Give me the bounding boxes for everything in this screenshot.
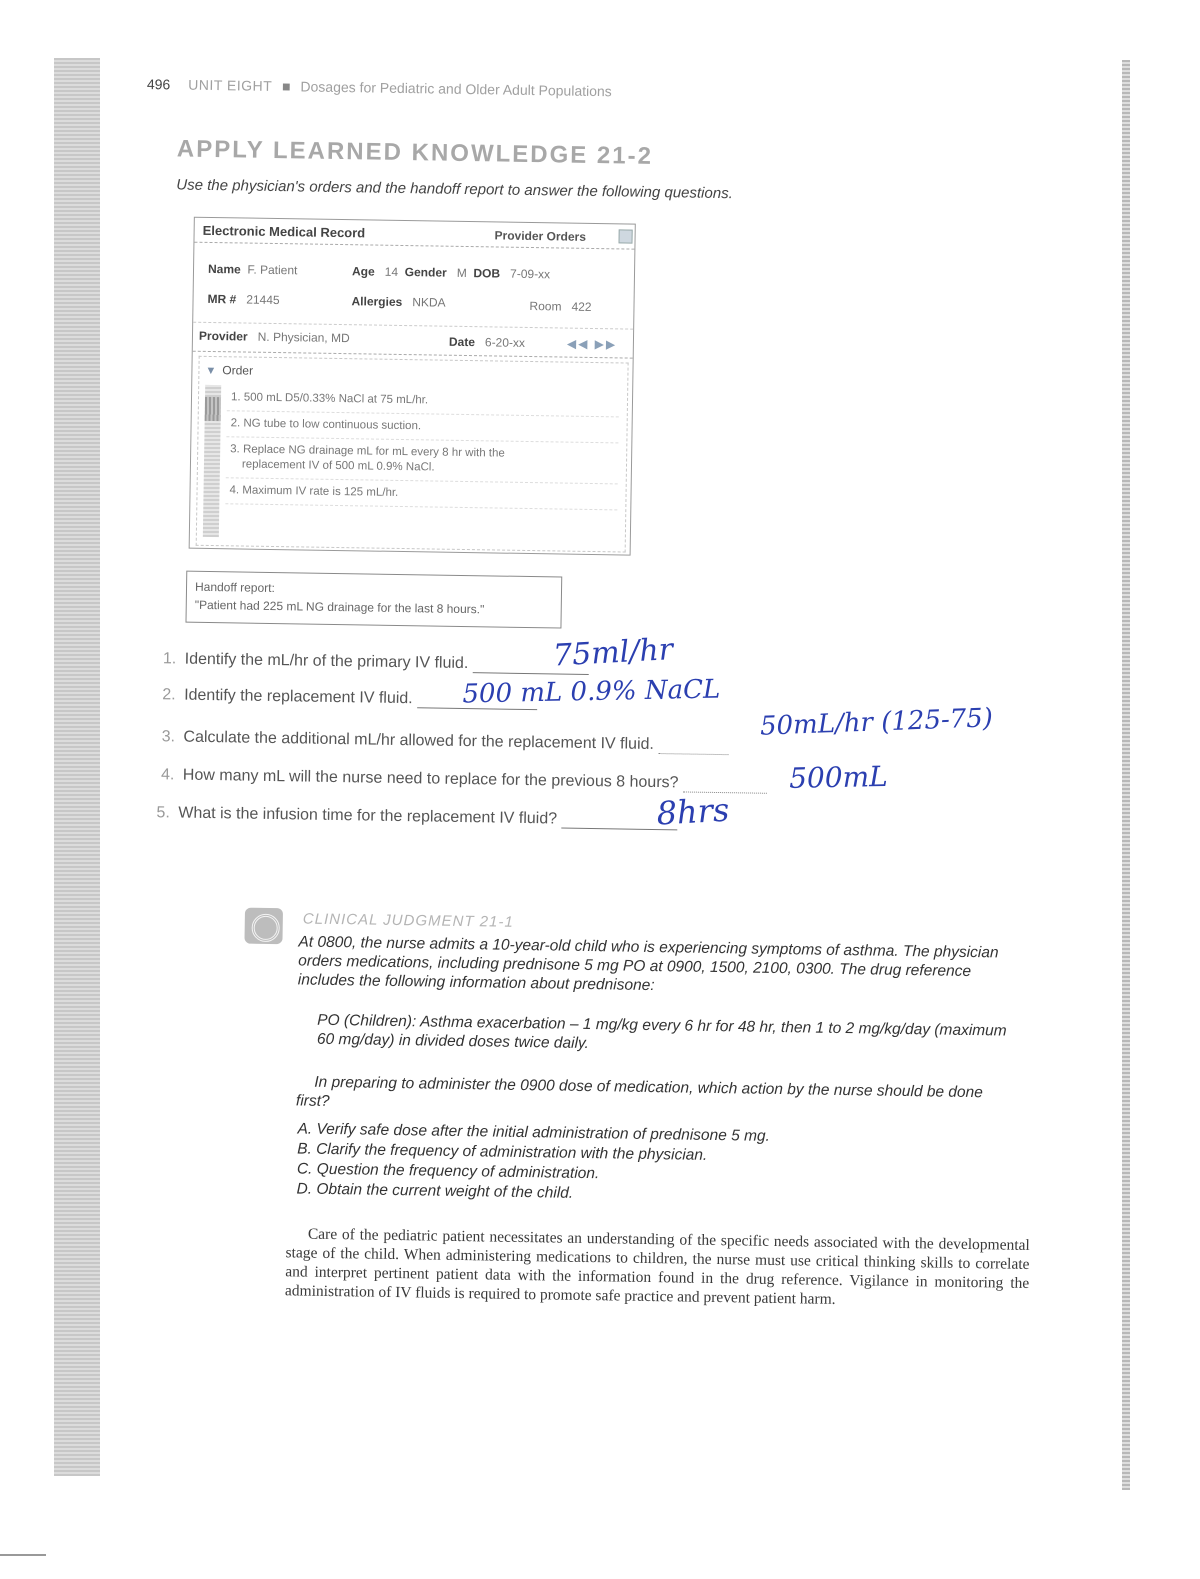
question-number: 2. bbox=[162, 686, 176, 704]
question-4 bbox=[161, 766, 767, 794]
order-heading-label: Order bbox=[222, 363, 254, 378]
handwritten-answer-3: 50mL/hr (125-75) bbox=[759, 703, 994, 742]
order-item-text: 2. NG tube to low continuous suction. bbox=[230, 417, 422, 433]
option-c[interactable]: C. Question the frequency of administration. bbox=[296, 1160, 600, 1183]
handoff-quote: "Patient had 225 mL NG drainage for the last 8 hours." bbox=[194, 597, 485, 617]
age-label: Age bbox=[351, 264, 375, 279]
question-text: How many mL will the nurse need to replace for the previous 8 hours? bbox=[182, 766, 679, 792]
date-value: 6-20-xx bbox=[484, 335, 526, 350]
mr-label: MR # bbox=[207, 291, 237, 307]
gender-label: Gender bbox=[404, 265, 447, 280]
order-item-text: 1. 500 mL D5/0.33% NaCl at 75 mL/hr. bbox=[230, 391, 429, 407]
question-1 bbox=[163, 650, 589, 675]
clinical-judgment-icon bbox=[244, 908, 283, 945]
name-label: Name bbox=[207, 261, 241, 277]
handoff-label: Handoff report: bbox=[194, 579, 275, 596]
handwritten-answer-1: 75ml/hr bbox=[552, 632, 674, 674]
room-value: 422 bbox=[571, 299, 592, 314]
unit-label: UNIT EIGHT bbox=[188, 76, 273, 94]
allergies-value: NKDA bbox=[412, 295, 446, 310]
order-item bbox=[226, 437, 619, 484]
question-text: What is the infusion time for the replacement IV fluid? bbox=[178, 804, 558, 828]
question-number: 1. bbox=[162, 650, 177, 668]
question-3 bbox=[162, 728, 729, 755]
room-label: Room bbox=[529, 298, 562, 314]
age-value: 14 bbox=[384, 264, 399, 279]
gender-value: M bbox=[456, 265, 467, 280]
question-text: Identify the replacement IV fluid. bbox=[184, 686, 413, 708]
order-panel bbox=[196, 356, 629, 553]
question-number: 5. bbox=[156, 804, 170, 822]
emr-title: Electronic Medical Record bbox=[202, 222, 366, 241]
order-item-text: 3. Replace NG drainage mL for mL every 8 hr with the bbox=[230, 443, 505, 460]
handwritten-answer-5: 8hrs bbox=[655, 790, 731, 833]
date-field bbox=[449, 335, 525, 350]
section-title: APPLY LEARNED KNOWLEDGE 21-2 bbox=[176, 135, 654, 170]
order-heading[interactable] bbox=[205, 363, 253, 378]
clinical-question: In preparing to administer the 0900 dose of medication, which action by the nurse should be done first? bbox=[295, 1073, 983, 1110]
allergies-label: Allergies bbox=[351, 294, 403, 309]
allergies-field bbox=[351, 294, 445, 309]
clinical-intro: At 0800, the nurse admits a 10-year-old child who is experiencing symptoms of asthma. The physician orders medications, including prednisone 5 mg PO at 0900, 1500, 2100, 0300. The drug reference includes the following information about prednisone: bbox=[297, 933, 999, 995]
chapter-subtitle: Dosages for Pediatric and Older Adult Populations bbox=[300, 78, 612, 100]
answer-blank[interactable] bbox=[658, 753, 728, 755]
provider-value: N. Physician, MD bbox=[257, 329, 350, 346]
mr-field bbox=[207, 292, 279, 307]
dob-label: DOB bbox=[473, 266, 501, 281]
dob-value: 7-09-xx bbox=[510, 266, 551, 282]
provider-row bbox=[193, 322, 633, 359]
order-item-text: 4. Maximum IV rate is 125 mL/hr. bbox=[229, 484, 399, 499]
room-field bbox=[529, 299, 591, 314]
scroll-thumb[interactable] bbox=[205, 397, 221, 421]
emr-panel bbox=[189, 217, 636, 556]
mr-value: 21445 bbox=[246, 292, 280, 308]
question-number: 4. bbox=[160, 766, 175, 784]
question-text: Identify the mL/hr of the primary IV fluid. bbox=[184, 650, 469, 673]
age-field bbox=[352, 264, 550, 281]
order-item-continuation: replacement IV of 500 mL 0.9% NaCl. bbox=[241, 458, 435, 474]
date-label: Date bbox=[448, 334, 476, 350]
name-value: F. Patient bbox=[247, 262, 298, 278]
clinical-judgment-title: CLINICAL JUDGMENT 21-1 bbox=[302, 910, 514, 931]
page-number: 496 bbox=[146, 75, 171, 93]
handoff-report-box bbox=[185, 571, 562, 629]
instructions: Use the physician's orders and the handoff report to answer the following questions. bbox=[176, 176, 733, 203]
handwritten-answer-4: 500mL bbox=[788, 759, 889, 795]
option-d[interactable]: D. Obtain the current weight of the child. bbox=[296, 1180, 574, 1202]
running-header bbox=[147, 76, 612, 99]
question-number: 3. bbox=[161, 728, 176, 746]
question-text: Calculate the additional mL/hr allowed for the replacement IV fluid. bbox=[183, 728, 655, 753]
option-a[interactable]: A. Verify safe dose after the initial administration of prednisone 5 mg. bbox=[297, 1120, 771, 1145]
drug-reference-info: PO (Children): Asthma exacerbation – 1 mg/kg every 6 hr for 48 hr, then 1 to 2 mg/kg/day (maximum 60 mg/day) in divided doses twice daily. bbox=[316, 1011, 1007, 1053]
provider-orders-tab[interactable]: Provider Orders bbox=[494, 228, 587, 244]
provider-label: Provider bbox=[198, 328, 248, 344]
chevron-down-icon: ▼ bbox=[205, 364, 217, 378]
name-field bbox=[208, 262, 298, 277]
closing-paragraph: Care of the pediatric patient necessitates an understanding of the specific needs associated with the developmental stage of the child. When administering medications to children, the nurse must use critical thinking skills to correlate and interpret pertinent patient data with the information found in the drug reference. Vigilance in monitoring the administration of IV fluids is required to promote safe practice and prevent patient harm. bbox=[284, 1225, 1030, 1308]
option-b[interactable]: B. Clarify the frequency of administration with the physician. bbox=[297, 1140, 708, 1164]
order-list bbox=[225, 385, 619, 510]
question-5 bbox=[156, 804, 677, 830]
handwritten-answer-2: 500 mL 0.9% NaCL bbox=[462, 674, 721, 710]
date-nav-arrows-icon[interactable]: ◀◀ ▶▶ bbox=[566, 336, 618, 352]
emr-titlebar bbox=[194, 218, 634, 250]
print-icon[interactable] bbox=[618, 229, 632, 243]
order-scrollbar[interactable] bbox=[203, 385, 221, 537]
order-item bbox=[225, 478, 617, 510]
header-separator: ■ bbox=[282, 78, 291, 95]
provider-field bbox=[199, 329, 350, 345]
